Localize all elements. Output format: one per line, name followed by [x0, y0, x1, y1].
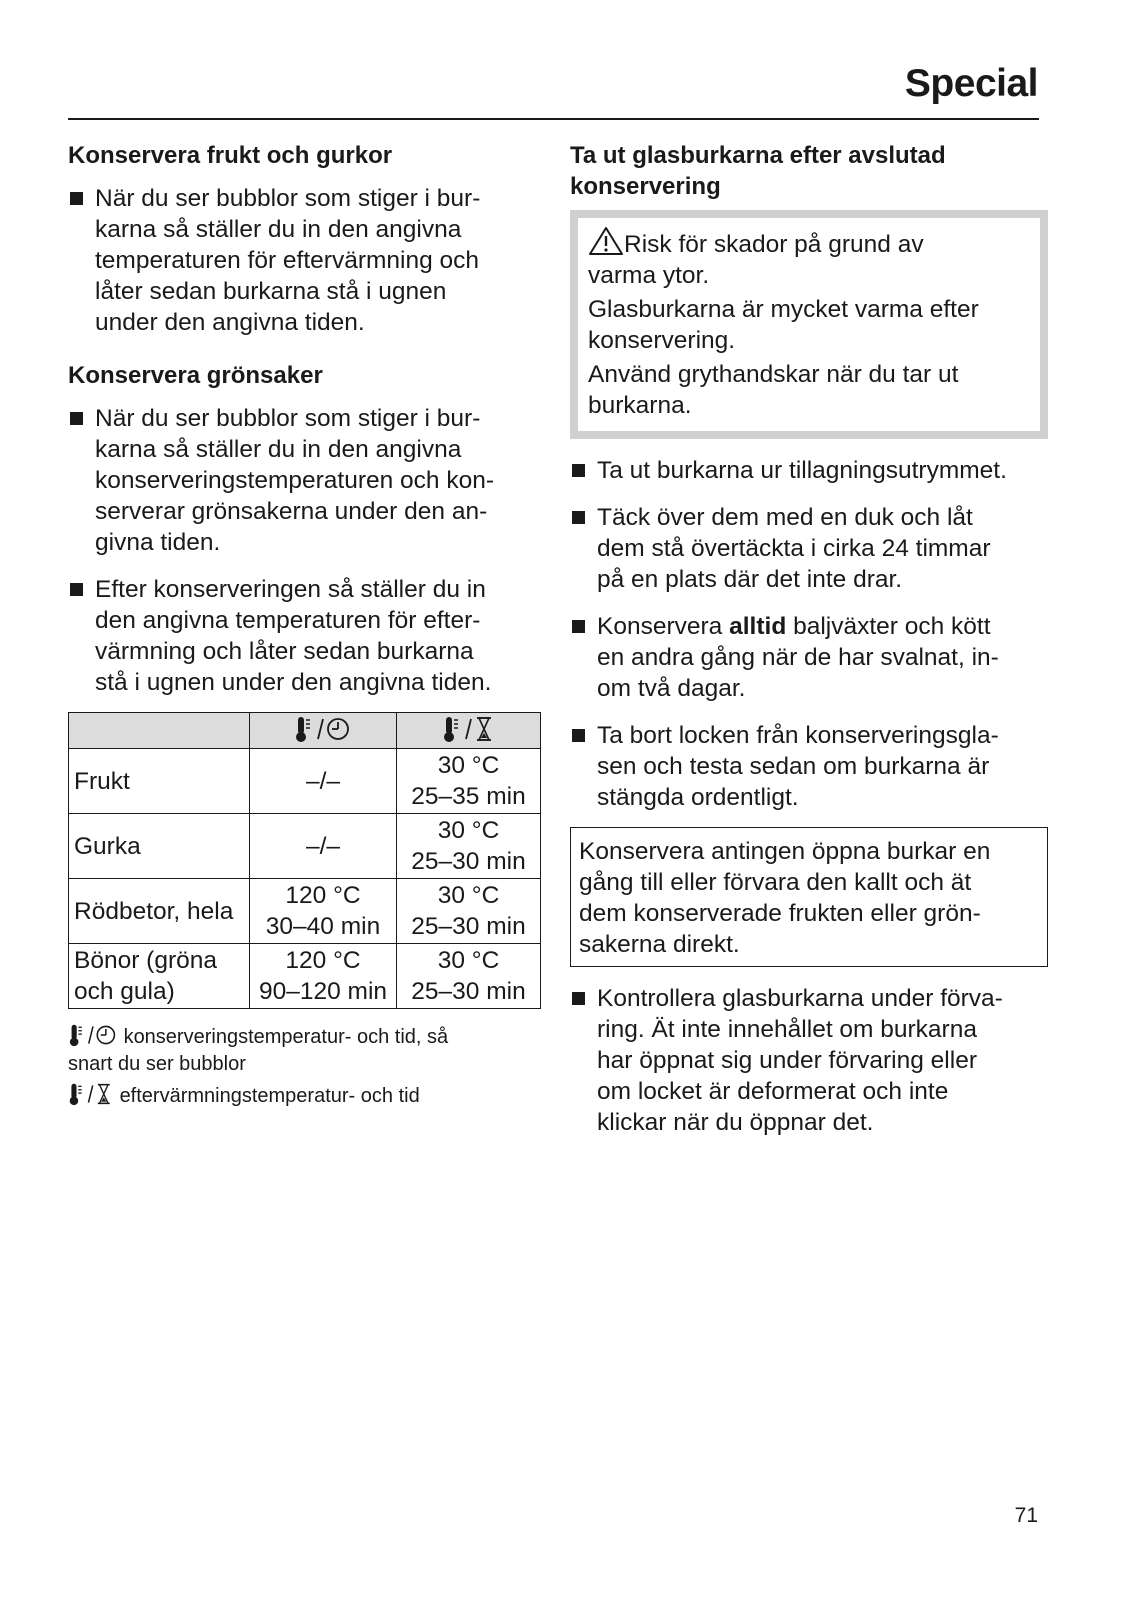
table-row [69, 814, 541, 879]
list-item [68, 574, 546, 698]
legend-item-canning [68, 1023, 546, 1078]
table-cell-after: 30 °C 25–30 min [397, 879, 541, 944]
bullet-square-icon [572, 729, 585, 742]
table-row [69, 879, 541, 944]
warning-line: Glasburkarna är mycket varma efter konservering. [588, 296, 979, 354]
thermometer-hourglass-icon [68, 1082, 114, 1106]
bullet-square-icon [572, 620, 585, 633]
thermometer-clock-icon [294, 715, 352, 743]
table-header-empty [69, 713, 250, 749]
table-row [69, 944, 541, 1009]
bullet-text [597, 613, 999, 702]
bullet-square-icon [70, 583, 83, 596]
left-column [68, 140, 546, 1110]
list-item [570, 611, 1048, 704]
bullet-text-emphasis: alltid [729, 613, 787, 640]
table-cell-food: Bönor (gröna och gula) [69, 944, 250, 1009]
bullet-square-icon [70, 192, 83, 205]
table-header-canning [250, 713, 397, 749]
table-cell-after: 30 °C 25–30 min [397, 944, 541, 1009]
table-cell-after: 30 °C 25–35 min [397, 749, 541, 814]
note-box: Konservera antingen öppna burkar en gång till eller förvara den kallt och ät dem konserverade frukten eller grön- sakerna direkt. [570, 827, 1048, 967]
legend-text: konserveringstemperatur- och tid, så snart du ser bubblor [68, 1026, 449, 1075]
table-cell-food: Gurka [69, 814, 250, 879]
bullet-square-icon [572, 464, 585, 477]
legend-item-after [68, 1082, 546, 1110]
bullet-text-part: baljväxter och kött en andra gång när de har svalnat, in- om två dagar. [597, 613, 999, 702]
bullet-text-part: Konservera [597, 613, 730, 640]
warning-text: Risk för skador på grund av varma ytor. [588, 231, 924, 289]
table-legend [68, 1023, 546, 1110]
section-heading-fruit: Konservera frukt och gurkor [68, 142, 393, 169]
bullet-text: När du ser bubblor som stiger i bur- karna så ställer du in den angivna temperaturen för eftervärmning och låter sedan burkarna stå i ugnen under den angivna tiden. [95, 185, 481, 336]
section-heading-vegetables: Konservera grönsaker [68, 362, 323, 389]
list-item [68, 183, 546, 338]
bullet-square-icon [70, 412, 83, 425]
table-cell-after: 30 °C 25–30 min [397, 814, 541, 879]
table-cell-canning: 120 °C 90–120 min [250, 944, 397, 1009]
table-cell-canning: 120 °C 30–40 min [250, 879, 397, 944]
page-number: 71 [1014, 1504, 1038, 1527]
header-rule [68, 118, 1039, 120]
thermometer-hourglass-icon [442, 715, 496, 743]
bullet-text: Kontrollera glasburkarna under förva- ring. Ät inte innehållet om burkarna har öppnat sig under förvaring eller om locket är deformerat och inte klickar när du öppnar det. [597, 985, 1003, 1136]
table-row [69, 749, 541, 814]
list-item [68, 403, 546, 558]
bullet-text: Täck över dem med en duk och låt dem stå övertäckta i cirka 24 timmar på en plats där det inte drar. [597, 504, 991, 593]
bullet-text: Ta ut burkarna ur tillagningsutrymmet. [597, 457, 1007, 484]
bullet-text: När du ser bubblor som stiger i bur- karna så ställer du in den angivna konserveringstemperaturen och kon- serverar grönsakerna under den an- givna tiden. [95, 405, 495, 556]
warning-line [588, 226, 1030, 291]
bullet-text: Efter konserveringen så ställer du in den angivna temperaturen för efter- värmning och låter sedan burkarna stå i ugnen under den angivna tiden. [95, 576, 492, 696]
list-item [570, 720, 1048, 813]
bullet-square-icon [572, 992, 585, 1005]
list-item [570, 455, 1048, 486]
table-header-after [397, 713, 541, 749]
section-heading-remove-jars: Ta ut glasburkarna efter avslutad konservering [570, 142, 946, 200]
bullet-square-icon [572, 511, 585, 524]
table-cell-food: Frukt [69, 749, 250, 814]
table-cell-canning: –/– [250, 749, 397, 814]
warning-line: Använd grythandskar när du tar ut burkarna. [588, 361, 959, 419]
right-column [570, 140, 1048, 1138]
warning-triangle-icon [588, 226, 624, 256]
warning-box [570, 210, 1048, 439]
bullet-text: Ta bort locken från konserveringsgla- sen och testa sedan om burkarna är stängda ordentligt. [597, 722, 999, 811]
list-item [570, 983, 1048, 1138]
canning-table [68, 712, 541, 1009]
thermometer-clock-icon [68, 1023, 118, 1047]
table-cell-canning: –/– [250, 814, 397, 879]
table-header-row [69, 713, 541, 749]
table-cell-food: Rödbetor, hela [69, 879, 250, 944]
list-item [570, 502, 1048, 595]
legend-text: eftervärmningstemperatur- och tid [119, 1085, 420, 1107]
page-title: Special [904, 62, 1038, 105]
